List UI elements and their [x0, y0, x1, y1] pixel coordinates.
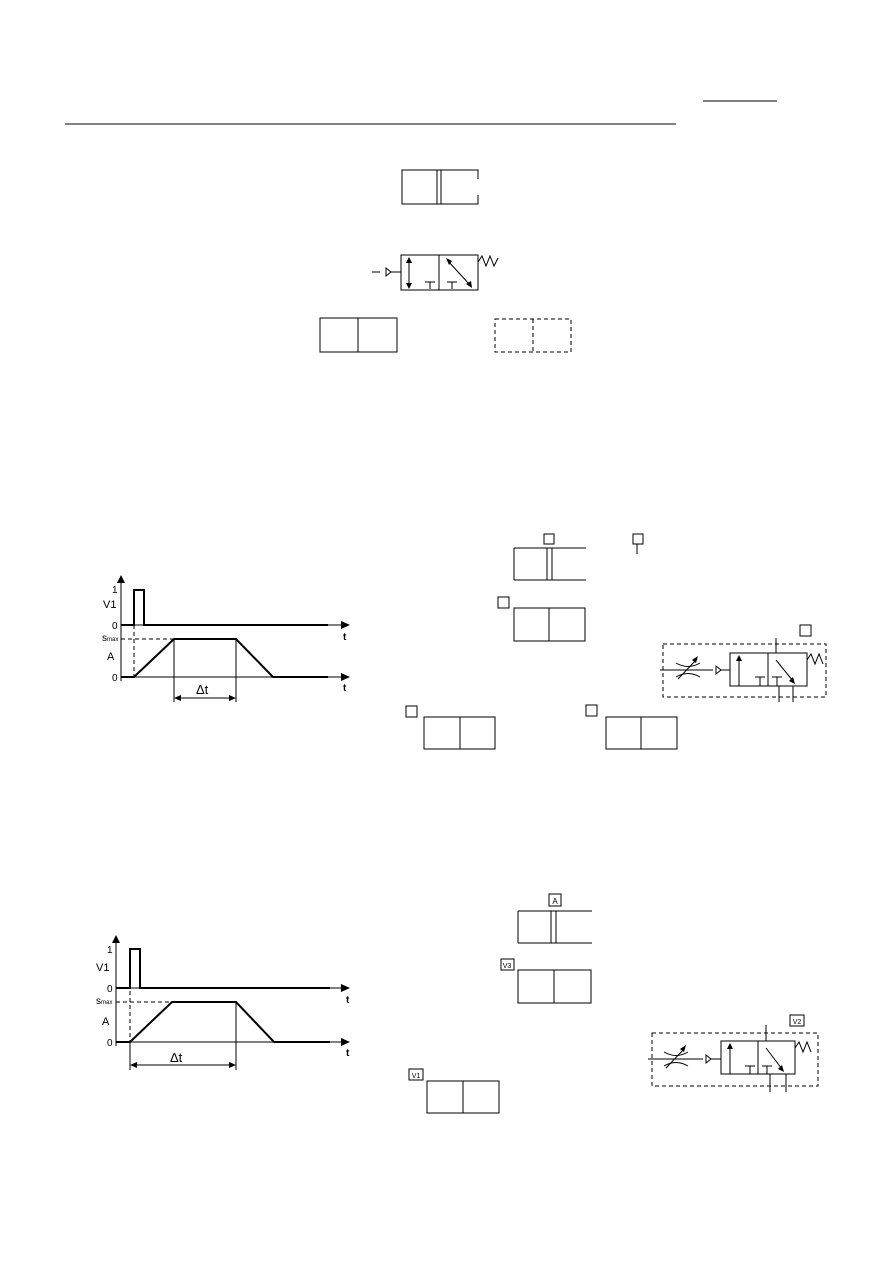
timing-diagram-2 [96, 935, 350, 1070]
tick-zero-v1-label: 0 [107, 984, 113, 995]
tick-one-label: 1 [107, 945, 113, 956]
circuit-1-symbols [406, 534, 826, 749]
v1-signal-trace [121, 590, 328, 625]
valve-body-dashed [495, 319, 571, 352]
tick-zero-a-label: 0 [107, 1038, 113, 1049]
tick-zero-a-label: 0 [112, 673, 118, 684]
delta-t-label: Δt [196, 682, 209, 697]
label-v3: V3 [502, 963, 512, 970]
label-box-valve-upper [498, 597, 509, 608]
t-axis-label-v1: t [346, 995, 350, 1006]
t-axis-label-v1: t [343, 632, 347, 643]
delta-t-label: Δt [170, 1050, 183, 1065]
a-axis-label: A [102, 1016, 110, 1028]
smax-label: smax [102, 633, 119, 644]
time-delay-valve-1 [660, 638, 826, 702]
t-axis-label-a: t [343, 683, 347, 694]
label-box-valve-left [406, 706, 417, 717]
label-box-cylinder [544, 534, 554, 544]
valve-3-2-pilot-symbol [372, 255, 498, 290]
tick-zero-v1-label: 0 [112, 621, 118, 632]
circuit-2-symbols [409, 894, 818, 1113]
label-box-delay-valve [800, 625, 811, 636]
v1-signal-trace [116, 949, 330, 988]
cylinder-symbol-1 [514, 548, 586, 580]
v1-axis-label: V1 [103, 599, 117, 611]
v1-axis-label: V1 [96, 962, 110, 974]
label-box-valve-right [586, 705, 597, 716]
label-v1: V1 [411, 1073, 421, 1080]
t-axis-label-a: t [346, 1048, 350, 1059]
valve-body-solid [320, 318, 397, 352]
a-position-trace [116, 1002, 330, 1042]
label-a: A [552, 897, 558, 906]
a-position-trace [121, 639, 328, 677]
tick-one-label: 1 [112, 585, 118, 596]
time-delay-valve-2 [648, 1025, 818, 1092]
a-axis-label: A [107, 651, 115, 663]
cylinder-symbol-top [402, 170, 480, 204]
label-v2: V2 [792, 1019, 802, 1026]
timing-diagram-1 [102, 575, 350, 702]
smax-label: smax [96, 996, 113, 1007]
label-box-sensor [633, 534, 643, 544]
cylinder-symbol-2 [518, 911, 592, 943]
